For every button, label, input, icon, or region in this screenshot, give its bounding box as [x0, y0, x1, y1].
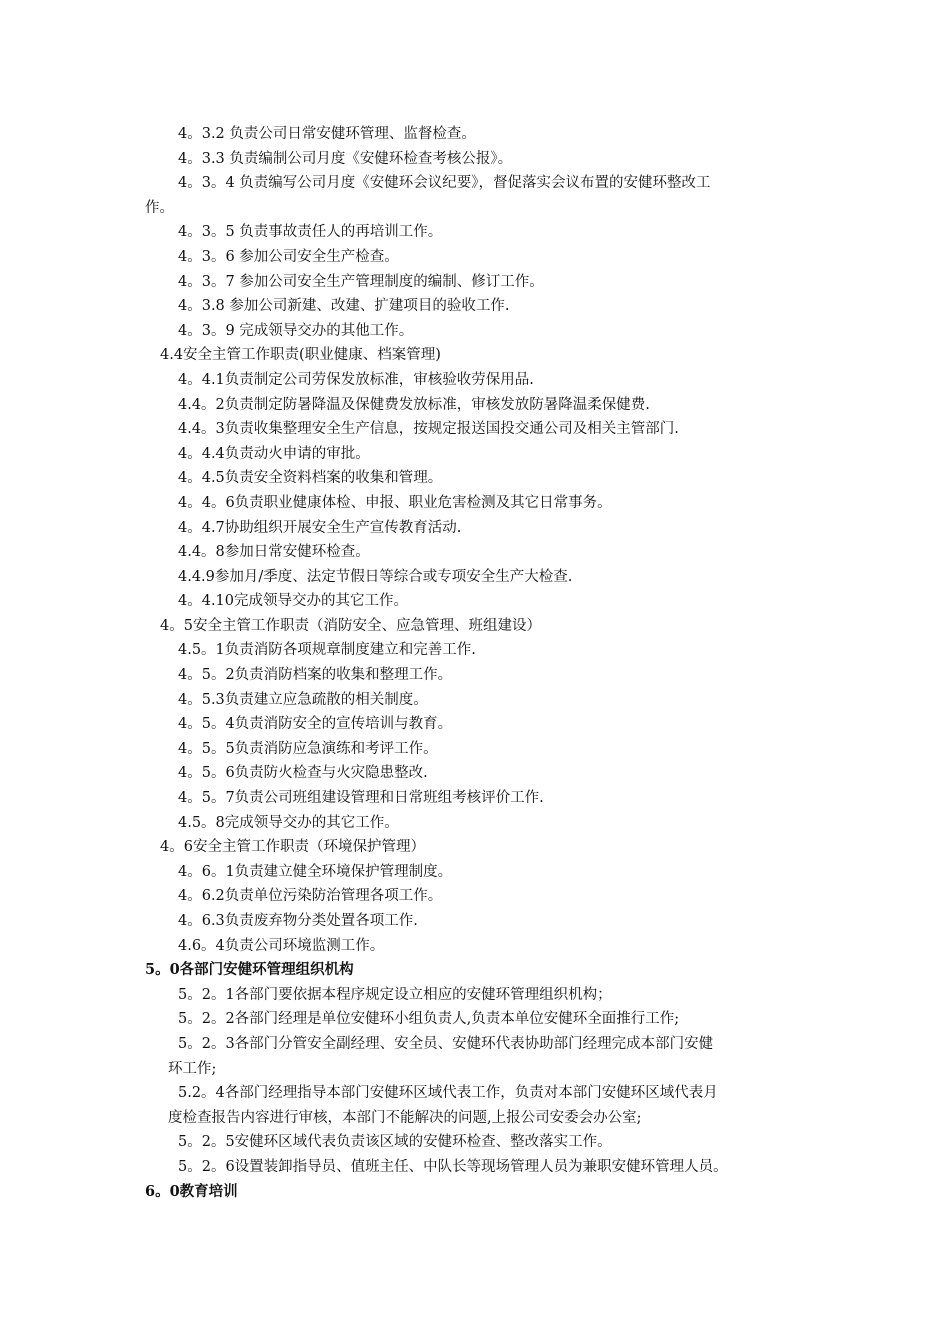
- list-item: 4。4.4负责动火申请的审批。: [178, 445, 370, 462]
- list-item: 4.5。1负责消防各项规章制度建立和完善工作.: [178, 642, 476, 659]
- section-heading: 4.4安全主管工作职责(职业健康、档案管理): [160, 347, 441, 364]
- list-item: 5。2。3各部门分管安全副经理、安全员、安健环代表协助部门经理完成本部门安健: [178, 1035, 714, 1052]
- list-item: 4。5。5负责消防应急演练和考评工作。: [178, 740, 438, 757]
- list-item: 4。4。6负责职业健康体检、申报、职业危害检测及其它日常事务。: [178, 494, 612, 511]
- list-item: 4。5.3负责建立应急疏散的相关制度。: [178, 691, 428, 708]
- list-item: 4。6.2负责单位污染防治管理各项工作。: [178, 888, 443, 905]
- paragraph-continuation: 环工作;: [168, 1060, 217, 1077]
- section-heading: 4。5安全主管工作职责（消防安全、应急管理、班组建设）: [160, 617, 541, 634]
- list-item: 5。2。2各部门经理是单位安健环小组负责人,负责本单位安健环全面推行工作;: [178, 1011, 680, 1028]
- list-item: 4.5。8完成领导交办的其它工作。: [178, 814, 399, 831]
- document-body: [0, 122, 950, 1204]
- list-item: 4.4。8参加日常安健环检查。: [178, 544, 370, 561]
- list-item: 4。5。2负责消防档案的收集和整理工作。: [178, 667, 453, 684]
- list-item: 4.4。2负责制定防暑降温及保健费发放标准，审核发放防暑降温柔保健费.: [178, 396, 650, 413]
- list-item: 4。3.3 负责编制公司月度《安健环检查考核公报》。: [178, 150, 513, 167]
- list-item: 4。4.5负责安全资料档案的收集和管理。: [178, 470, 443, 487]
- list-item: 4。6。1负责建立健全环境保护管理制度。: [178, 863, 453, 880]
- chapter-heading: 6。0教育培训: [145, 1182, 238, 1200]
- list-item: 5。2。1各部门要依据本程序规定设立相应的安健环管理组织机构；: [178, 986, 612, 1003]
- list-item: 4。3。7 参加公司安全生产管理制度的编制、修订工作。: [178, 273, 544, 290]
- list-item: 4。3.2 负责公司日常安健环管理、监督检查。: [178, 126, 476, 142]
- list-item: 4。3。5 负责事故责任人的再培训工作。: [178, 224, 443, 241]
- list-item: 5。2。6设置装卸指导员、值班主任、中队长等现场管理人员为兼职安健环管理人员。: [178, 1158, 728, 1175]
- list-item: 4。5。4负责消防安全的宣传培训与教育。: [178, 716, 453, 733]
- list-item: 5.2。4各部门经理指导本部门安健环区域代表工作，负责对本部门安健环区域代表月: [178, 1085, 718, 1102]
- list-item: 5。2。5安健环区域代表负责该区域的安健环检查、整改落实工作。: [178, 1134, 612, 1151]
- list-item: 4。5。7负责公司班组建设管理和日常班组考核评价工作.: [178, 790, 544, 807]
- chapter-heading: 5。0各部门安健环管理组织机构: [145, 961, 354, 979]
- paragraph-continuation: 度检查报告内容进行审核，本部门不能解决的问题,上报公司安委会办公室;: [168, 1109, 642, 1126]
- list-item: 4。3。9 完成领导交办的其他工作。: [178, 322, 414, 339]
- list-item: 4。3。6 参加公司安全生产检查。: [178, 248, 399, 265]
- list-item: 4。3.8 参加公司新建、改建、扩建项目的验收工作.: [178, 298, 510, 315]
- list-item: 4。4.10完成领导交办的其它工作。: [178, 593, 409, 610]
- section-heading: 4。6安全主管工作职责（环境保护管理）: [160, 839, 425, 856]
- list-item: 4.4.9参加月/季度、法定节假日等综合或专项安全生产大检查.: [178, 568, 573, 585]
- list-item: 4.4。3负责收集整理安全生产信息，按规定报送国投交通公司及相关主管部门.: [178, 421, 679, 438]
- paragraph-continuation: 作。: [145, 199, 174, 216]
- list-item: 4。6.3负责废弃物分类处置各项工作.: [178, 913, 418, 929]
- list-item: 4。3。4 负责编写公司月度《安健环会议纪要》，督促落实会议布置的安健环整改工: [178, 175, 711, 192]
- list-item: 4。5。6负责防火检查与火灾隐患整改.: [178, 765, 428, 782]
- list-item: 4。4.1负责制定公司劳保发放标准，审核验收劳保用品.: [178, 371, 534, 388]
- list-item: 4。4.7协助组织开展安全生产宣传教育活动.: [178, 519, 462, 536]
- list-item: 4.6。4负责公司环境监测工作。: [178, 937, 385, 954]
